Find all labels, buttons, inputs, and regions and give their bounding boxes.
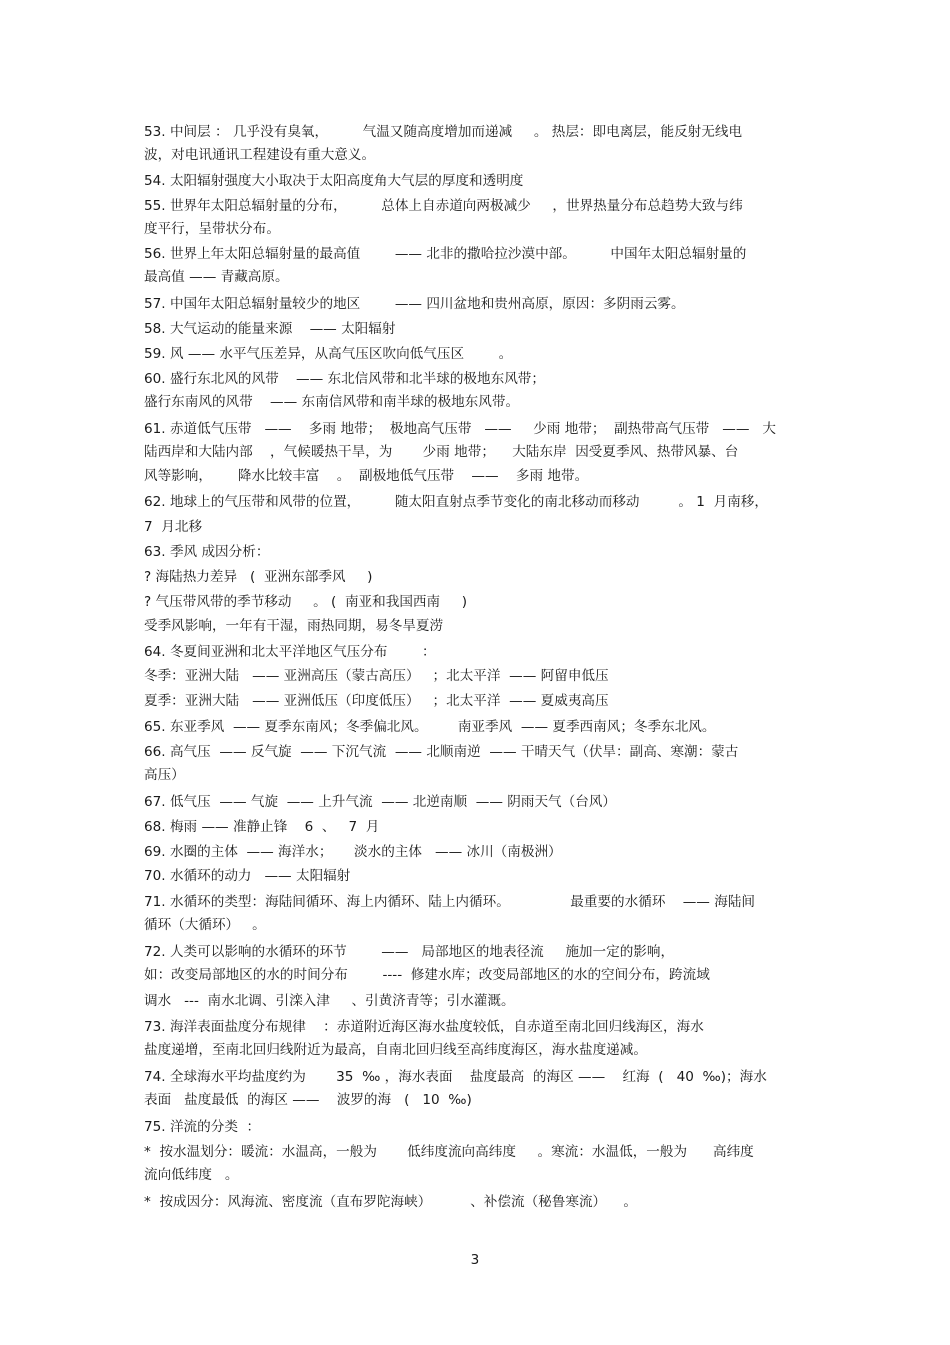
- text-line: 7 月北移: [144, 519, 203, 535]
- text-line: 68. 梅雨 —— 准静止锋 6 、 7 月: [144, 819, 380, 835]
- text-line: 67. 低气压 —— 气旋 —— 上升气流 —— 北逆南顺 —— 阴雨天气（台风）: [144, 794, 617, 810]
- text-line: 58. 大气运动的能量来源 —— 太阳辐射: [144, 321, 396, 337]
- text-line: 62. 地球上的气压带和风带的位置， 随太阳直射点季节变化的南北移动而移动 。 1 月南移，: [144, 494, 768, 510]
- text-line: 60. 盛行东北风的风带 —— 东北信风带和北半球的极地东风带；: [144, 371, 545, 387]
- text-line: 53. 中间层 ： 几乎没有臭氧， 气温又随高度增加而递减 。 热层：即电离层，能反射无线电: [144, 124, 743, 140]
- text-line: 如：改变局部地区的水的时间分布 ---- 修建水库；改变局部地区的水的空间分布，跨流域: [144, 967, 710, 983]
- text-line: 调水 --- 南水北调、引滦入津 、引黄济青等；引水灌溉。: [144, 993, 515, 1009]
- text-line: 风等影响， 降水比较丰富 。 副极地低气压带 —— 多雨 地带。: [144, 468, 589, 484]
- text-line: 75. 洋流的分类 ：: [144, 1119, 261, 1135]
- text-line: 63. 季风 成因分析：: [144, 544, 270, 560]
- text-line: 72. 人类可以影响的水循环的环节 —— 局部地区的地表径流 施加一定的影响，: [144, 944, 675, 960]
- text-line: 59. 风 —— 水平气压差异，从高气压区吹向低气压区 。: [144, 346, 513, 362]
- text-line: ? 海陆热力差异 ( 亚洲东部季风 ): [144, 569, 373, 585]
- text-line: 受季风影响，一年有干湿，雨热同期，易冬旱夏涝: [144, 618, 444, 634]
- text-line: 55. 世界年太阳总辐射量的分布， 总体上自赤道向两极减少 ，世界热量分布总趋势大致与纬: [144, 198, 743, 214]
- text-line: 61. 赤道低气压带 —— 多雨 地带； 极地高气压带 —— 少雨 地带； 副热带高气压带 —— 大: [144, 421, 776, 437]
- text-line: 56. 世界上年太阳总辐射量的最高值 —— 北非的撒哈拉沙漠中部。 中国年太阳总辐射量的: [144, 246, 747, 262]
- text-line: 表面 盐度最低 的海区 —— 波罗的海 ( 10 ‰): [144, 1092, 472, 1108]
- text-line: 循环（大循环） 。: [144, 917, 266, 933]
- text-line: * 按水温划分：暖流：水温高，一般为 低纬度流向高纬度 。寒流：水温低，一般为 高纬度: [144, 1144, 754, 1160]
- text-line: 69. 水圈的主体 —— 海洋水； 淡水的主体 —— 冰川（南极洲）: [144, 844, 562, 860]
- text-line: 夏季：亚洲大陆 —— 亚洲低压（印度低压） ；北太平洋 —— 夏威夷高压: [144, 693, 609, 709]
- text-line: 74. 全球海水平均盐度约为 35 ‰ ，海水表面 盐度最高 的海区 —— 红海 ( 40 ‰)；海水: [144, 1069, 767, 1085]
- text-line: 最高值 —— 青藏高原。: [144, 269, 289, 285]
- text-line: 冬季：亚洲大陆 —— 亚洲高压（蒙古高压） ；北太平洋 —— 阿留申低压: [144, 668, 609, 684]
- text-line: 70. 水循环的动力 —— 太阳辐射: [144, 868, 351, 884]
- text-line: * 按成因分：风海流、密度流（直布罗陀海峡） 、补偿流（秘鲁寒流） 。: [144, 1194, 638, 1210]
- page-number: 3: [470, 1252, 480, 1268]
- text-line: 度平行，呈带状分布。: [144, 221, 280, 237]
- text-line: 波，对电讯通讯工程建设有重大意义。: [144, 147, 376, 163]
- text-line: 54. 太阳辐射强度大小取决于太阳高度角大气层的厚度和透明度: [144, 173, 524, 189]
- text-line: 64. 冬夏间亚洲和北太平洋地区气压分布 ：: [144, 644, 436, 660]
- text-line: 66. 高气压 —— 反气旋 —— 下沉气流 —— 北顺南逆 —— 干晴天气（伏旱：副高、寒潮：蒙古: [144, 744, 739, 760]
- text-line: 73. 海洋表面盐度分布规律 ：赤道附近海区海水盐度较低，自赤道至南北回归线海区，海水: [144, 1019, 704, 1035]
- text-line: 高压）: [144, 767, 185, 783]
- text-line: 盛行东南风的风带 —— 东南信风带和南半球的极地东风带。: [144, 394, 520, 410]
- text-line: ? 气压带风带的季节移动 。 ( 南亚和我国西南 ): [144, 594, 468, 610]
- text-line: 盐度递增，至南北回归线附近为最高，自南北回归线至高纬度海区，海水盐度递减。: [144, 1042, 647, 1058]
- text-line: 陆西岸和大陆内部 ，气候暖热干旱，为 少雨 地带； 大陆东岸 因受夏季风、热带风暴、台: [144, 444, 739, 460]
- text-line: 57. 中国年太阳总辐射量较少的地区 —— 四川盆地和贵州高原，原因：多阴雨云雾。: [144, 296, 685, 312]
- text-line: 65. 东亚季风 —— 夏季东南风；冬季偏北风。 南亚季风 —— 夏季西南风；冬季东北风。: [144, 719, 716, 735]
- text-line: 71. 水循环的类型：海陆间循环、海上内循环、陆上内循环。 最重要的水循环 —— 海陆间: [144, 894, 756, 910]
- text-line: 流向低纬度 。: [144, 1167, 239, 1183]
